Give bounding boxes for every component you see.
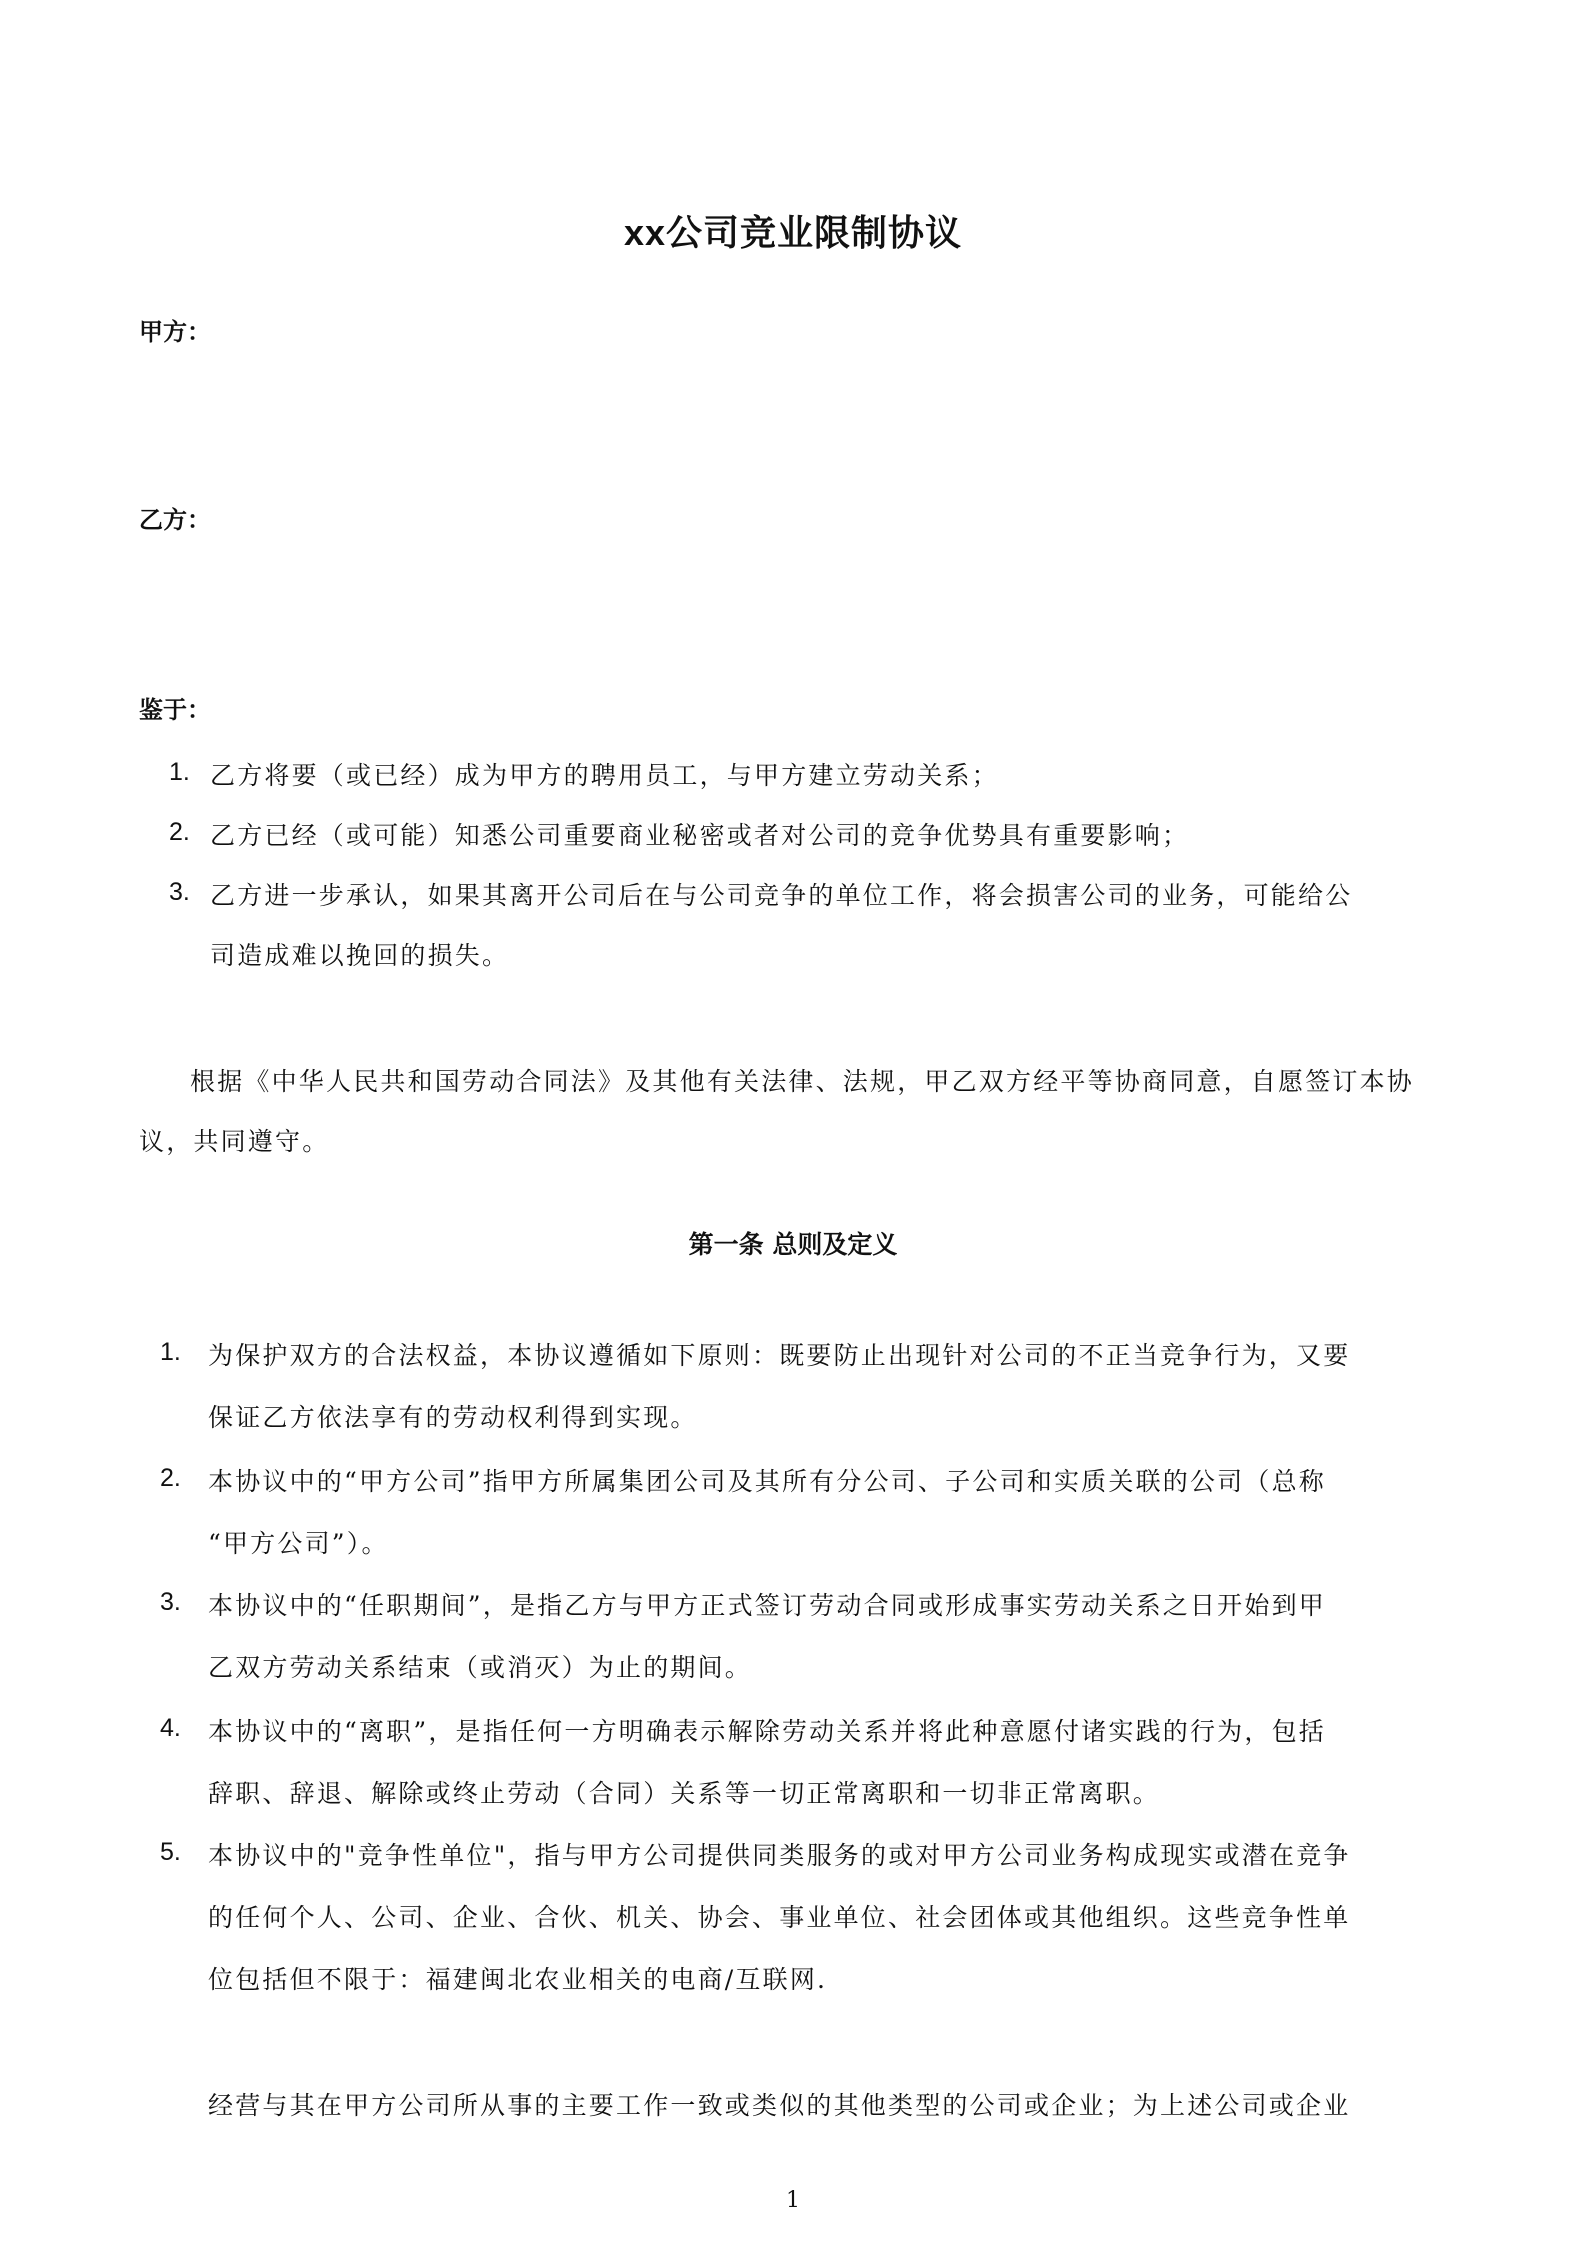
item-text: 为保护双方的合法权益，本协议遵循如下原则：既要防止出现针对公司的不正当竞争行为，又要	[208, 1341, 1351, 1370]
item-number: 3.	[160, 1588, 181, 1616]
item-text: 本协议中的“甲方公司”指甲方所属集团公司及其所有分公司、子公司和实质关联的公司（总称	[208, 1467, 1326, 1496]
item-number: 1.	[169, 758, 190, 786]
document-title	[0, 205, 1586, 256]
item-text-continued: 辞职、辞退、解除或终止劳动（合同）关系等一切正常离职和一切非正常离职。	[208, 1779, 1161, 1808]
item-number: 2.	[169, 818, 190, 846]
item-number: 1.	[160, 1338, 181, 1366]
item-number: 4.	[160, 1714, 181, 1742]
preamble-line: 议，共同遵守。	[139, 1127, 330, 1156]
item-text: 本协议中的“任职期间”，是指乙方与甲方正式签订劳动合同或形成事实劳动关系之日开始到甲	[208, 1591, 1326, 1620]
article-heading: 第一条 总则及定义	[688, 1230, 898, 1259]
item-text: 本协议中的"竞争性单位"，指与甲方公司提供同类服务的或对甲方公司业务构成现实或潜在竞争	[208, 1841, 1351, 1870]
item-text: 乙方进一步承认，如果其离开公司后在与公司竞争的单位工作，将会损害公司的业务，可能给公	[210, 881, 1353, 910]
item-text-continued: 位包括但不限于：福建闽北农业相关的电商/互联网.	[208, 1965, 828, 1994]
party-a-label: 甲方：	[139, 317, 211, 346]
item-number: 3.	[169, 878, 190, 906]
item-text-continued: 司造成难以挽回的损失。	[210, 941, 510, 970]
title-text: 公司竞业限制协议	[666, 212, 963, 254]
item-text-continued: “甲方公司”）。	[208, 1529, 389, 1558]
item-text-continued: 保证乙方依法享有的劳动权利得到实现。	[208, 1403, 698, 1432]
item-text-continued: 的任何个人、公司、企业、合伙、机关、协会、事业单位、社会团体或其他组织。这些竞争性单	[208, 1903, 1351, 1932]
preamble-line: 根据《中华人民共和国劳动合同法》及其他有关法律、法规，甲乙双方经平等协商同意，自愿签订本协	[190, 1067, 1415, 1096]
page-number: 1	[786, 2188, 800, 2213]
party-b-label: 乙方：	[139, 505, 211, 534]
item-text: 乙方将要（或已经）成为甲方的聘用员工，与甲方建立劳动关系；	[210, 761, 999, 790]
item-number: 2.	[160, 1464, 181, 1492]
item-number: 5.	[160, 1838, 181, 1866]
item-text: 乙方已经（或可能）知悉公司重要商业秘密或者对公司的竞争优势具有重要影响；	[210, 821, 1190, 850]
item-text: 本协议中的“离职”，是指任何一方明确表示解除劳动关系并将此种意愿付诸实践的行为，包括	[208, 1717, 1326, 1746]
item-text-continued: 乙双方劳动关系结束（或消灭）为止的期间。	[208, 1653, 753, 1682]
whereas-label: 鉴于：	[139, 695, 211, 724]
title-prefix: xx	[623, 212, 667, 253]
continuation-paragraph: 经营与其在甲方公司所从事的主要工作一致或类似的其他类型的公司或企业；为上述公司或企业	[208, 2091, 1351, 2120]
